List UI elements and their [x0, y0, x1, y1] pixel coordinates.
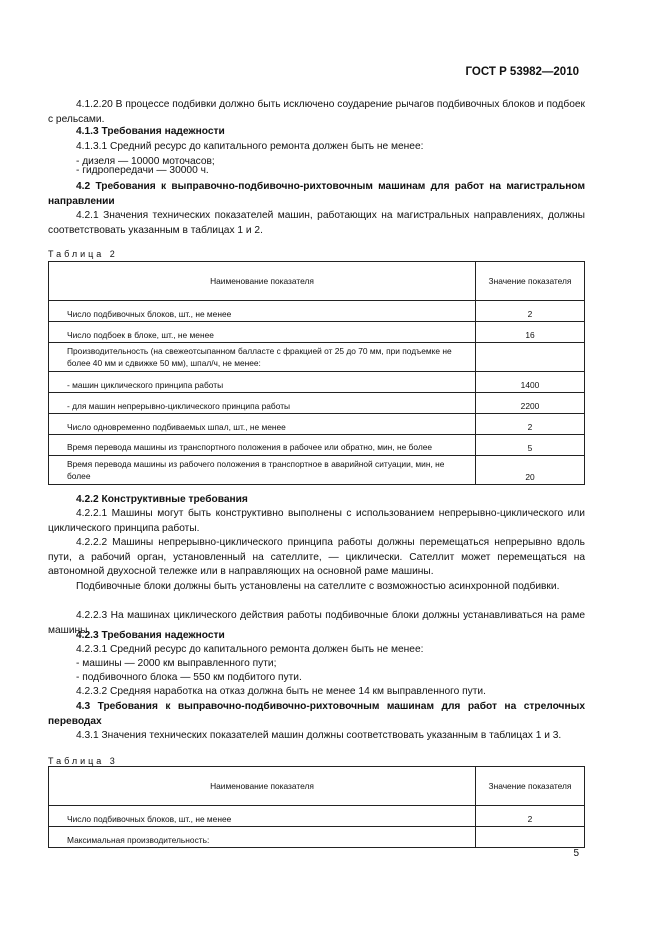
heading-4-3: 4.3 Требования к выправочно-подбивочно-рихтовочным машинам для работ на стрелочных переводах	[48, 701, 585, 727]
list-item-tamping-block: - подбивочного блока — 550 км подбитого пути.	[76, 672, 302, 683]
table-cell: 2	[476, 414, 585, 435]
table-3-header-value: Значение показателя	[476, 767, 585, 806]
table-row	[49, 456, 585, 485]
table-cell: Число подбивочных блоков, шт., не менее	[49, 806, 476, 827]
table-cell: 2	[476, 301, 585, 322]
table-cell: 5	[476, 435, 585, 456]
table-3	[48, 766, 585, 848]
table-row	[49, 301, 585, 322]
table-3-header-name: Наименование показателя	[49, 767, 476, 806]
paragraph-4-2-2-3: 4.2.2.3 На машинах циклического действия работы подбивочные блоки должны устанавливаться на раме машины.	[48, 610, 585, 636]
table-cell: Число одновременно подбиваемых шпал, шт., не менее	[49, 414, 476, 435]
table-cell: 16	[476, 322, 585, 343]
table-cell: Число подбоек в блоке, шт., не менее	[49, 322, 476, 343]
table-row	[49, 343, 585, 372]
table-row	[49, 806, 585, 827]
heading-4-2: 4.2 Требования к выправочно-подбивочно-рихтовочным машинам для работ на магистральном направлении	[48, 181, 585, 207]
table-cell: Время перевода машины из рабочего положения в транспортное в аварийной ситуации, мин, не более	[49, 456, 476, 485]
table-cell	[476, 827, 585, 848]
table-cell: 2200	[476, 393, 585, 414]
table-cell: 2	[476, 806, 585, 827]
table-cell: Время перевода машины из транспортного положения в рабочее или обратно, мин, не более	[49, 435, 476, 456]
table-cell: - машин циклического принципа работы	[49, 372, 476, 393]
page-number: 5	[573, 848, 579, 859]
paragraph-4-2-2-1: 4.2.2.1 Машины могут быть конструктивно выполнены с использованием непрерывно-циклического или циклического принципа работы.	[48, 508, 585, 534]
list-item-machines: - машины — 2000 км выправленного пути;	[76, 658, 277, 669]
table-2-caption: Таблица 2	[48, 249, 118, 259]
heading-4-1-3: 4.1.3 Требования надежности	[76, 126, 225, 137]
table-row	[49, 372, 585, 393]
table-row	[49, 827, 585, 848]
table-row	[49, 435, 585, 456]
table-row	[49, 322, 585, 343]
paragraph-4-1-3-1: 4.1.3.1 Средний ресурс до капитального ремонта должен быть не менее:	[76, 141, 424, 152]
table-2-header-name: Наименование показателя	[49, 262, 476, 301]
table-cell: Максимальная производительность:	[49, 827, 476, 848]
table-row	[49, 414, 585, 435]
table-2-header-value: Значение показателя	[476, 262, 585, 301]
paragraph-blocks-satellite: Подбивочные блоки должны быть установлены на сателлите с возможностью асинхронной подбивки.	[76, 581, 560, 592]
table-row	[49, 393, 585, 414]
table-2	[48, 261, 585, 485]
table-cell: 1400	[476, 372, 585, 393]
paragraph-4-1-2-20: 4.1.2.20 В процессе подбивки должно быть исключено соударение рычагов подбивочных блоков и подбоек с рельсами.	[48, 99, 585, 125]
list-item-hydro: - гидропередачи — 30000 ч.	[76, 165, 209, 176]
table-3-caption: Таблица 3	[48, 756, 118, 766]
document-header: ГОСТ Р 53982—2010	[465, 66, 579, 78]
heading-4-2-3: 4.2.3 Требования надежности	[76, 630, 225, 641]
paragraph-4-3-1: 4.3.1 Значения технических показателей машин должны соответствовать указанным в таблицах 1 и 3.	[76, 730, 562, 741]
table-cell: Производительность (на свежеотсыпанном балласте с фракцией от 25 до 70 мм, при подъемке не более 40 мм и сдвижке 50 мм), шпал/ч, не менее:	[49, 343, 476, 372]
table-cell	[476, 343, 585, 372]
heading-4-2-2: 4.2.2 Конструктивные требования	[76, 494, 248, 505]
table-cell: - для машин непрерывно-циклического принципа работы	[49, 393, 476, 414]
paragraph-4-2-3-1: 4.2.3.1 Средний ресурс до капитального ремонта должен быть не менее:	[76, 644, 424, 655]
list-item-diesel: - дизеля — 10000 моточасов;	[76, 156, 215, 167]
paragraph-4-2-2-2: 4.2.2.2 Машины непрерывно-циклического принципа работы должны перемещаться непрерывно вдоль пути, а рабочий орган, установленный на сателлите, — циклически. Сателлит может перемещаться на автономной двухосной тележке или в направляющих на основной раме машины.	[48, 537, 585, 578]
table-cell: Число подбивочных блоков, шт., не менее	[49, 301, 476, 322]
paragraph-4-2-3-2: 4.2.3.2 Средняя наработка на отказ должна быть не менее 14 км выправленного пути.	[76, 686, 486, 697]
paragraph-4-2-1: 4.2.1 Значения технических показателей машин, работающих на магистральных направлениях, должны соответствовать указанным в таблицах 1 и 2.	[48, 210, 585, 236]
table-cell: 20	[476, 456, 585, 485]
